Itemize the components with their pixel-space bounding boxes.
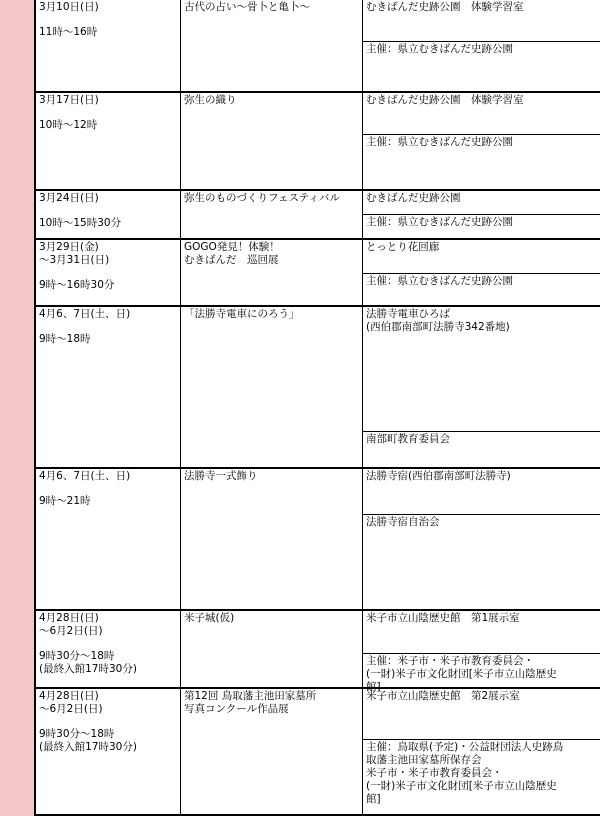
- organizer-text: 主催：県立むきばんだ史跡公園: [366, 43, 513, 55]
- event-date: 3月10日(日): [39, 1, 99, 13]
- table-row: [36, 689, 600, 816]
- table-row: [36, 0, 600, 93]
- venue-text: とっとり花回廊: [366, 241, 440, 253]
- date-cell: [36, 191, 181, 238]
- organizer-text: (一財)米子市文化財団[米子市立山陰歴史: [366, 780, 557, 792]
- venue: [363, 307, 600, 335]
- event-title: GOGO発見！体験！: [184, 241, 280, 253]
- event-time: 9時～18時: [39, 333, 91, 345]
- organizer: [363, 514, 600, 609]
- event-time: (最終入館17時30分): [39, 663, 137, 675]
- venue: [363, 191, 600, 206]
- venue: [363, 469, 600, 484]
- venue: [363, 240, 600, 255]
- place-cell: [363, 240, 600, 305]
- event-title: むきばんだ 巡回展: [184, 254, 279, 266]
- event-date: 3月24日(日): [39, 192, 99, 204]
- date-cell: [36, 240, 181, 305]
- title-cell: [181, 469, 363, 609]
- event-title: 第12回 鳥取藩主池田家墓所: [184, 690, 317, 702]
- date-cell: [36, 689, 181, 814]
- venue-text: 法勝寺電車ひろば: [366, 308, 450, 320]
- table-row: [36, 307, 600, 469]
- event-title: 米子城(仮): [184, 612, 235, 624]
- organizer: [363, 653, 600, 693]
- organizer-text: 米子市・米子市教育委員会・: [366, 767, 503, 779]
- venue-text: 米子市立山陰歴史館 第2展示室: [366, 690, 520, 702]
- event-date: 4月28日(日): [39, 612, 99, 624]
- organizer: [363, 739, 600, 814]
- event-date: ～6月2日(日): [39, 703, 103, 715]
- organizer-text: 館]: [366, 681, 381, 693]
- title-cell: [181, 93, 363, 189]
- decorative-sidebar: [0, 0, 34, 816]
- event-title: 弥生の織り: [184, 94, 237, 106]
- venue-text: むきばんだ史跡公園: [366, 192, 461, 204]
- date-cell: [36, 611, 181, 687]
- organizer-text: 法勝寺宿自治会: [366, 516, 440, 528]
- organizer-text: 館]: [366, 793, 381, 805]
- event-title: 古代の占い～骨卜と亀卜～: [184, 1, 310, 13]
- organizer: [363, 431, 600, 467]
- organizer-text: 主催：米子市・米子市教育委員会・: [366, 655, 534, 667]
- organizer-text: 南部町教育委員会: [366, 433, 450, 445]
- venue: [363, 689, 600, 704]
- event-time: 9時～16時30分: [39, 279, 115, 291]
- venue: [363, 93, 600, 108]
- event-title: 写真コンクール作品展: [184, 703, 289, 715]
- venue-text: むきばんだ史跡公園 体験学習室: [366, 1, 524, 13]
- title-cell: [181, 191, 363, 238]
- event-time: 9時～21時: [39, 495, 91, 507]
- place-cell: [363, 93, 600, 189]
- organizer: [363, 273, 600, 305]
- title-cell: [181, 0, 363, 91]
- event-date: 4月28日(日): [39, 690, 99, 702]
- venue: [363, 0, 600, 15]
- venue-text: 米子市立山陰歴史館 第1展示室: [366, 612, 520, 624]
- event-title: 弥生のものづくりフェスティバル: [184, 192, 340, 204]
- table-row: [36, 469, 600, 611]
- place-cell: [363, 689, 600, 814]
- place-cell: [363, 307, 600, 467]
- organizer-text: 主催：県立むきばんだ史跡公園: [366, 275, 513, 287]
- organizer-text: 主催：県立むきばんだ史跡公園: [366, 136, 513, 148]
- place-cell: [363, 469, 600, 609]
- event-time: 9時30分～18時: [39, 728, 115, 740]
- place-cell: [363, 611, 600, 693]
- table-row: [36, 240, 600, 307]
- venue-text: 法勝寺宿(西伯郡南部町法勝寺): [366, 470, 511, 482]
- venue-text: むきばんだ史跡公園 体験学習室: [366, 94, 524, 106]
- title-cell: [181, 307, 363, 467]
- venue: [363, 611, 600, 626]
- date-cell: [36, 469, 181, 609]
- organizer-text: 主催：鳥取県(予定)・公益財団法人史跡鳥: [366, 741, 564, 753]
- event-date: 4月6、7日(土、日): [39, 308, 131, 320]
- event-time: (最終入館17時30分): [39, 741, 137, 753]
- date-cell: [36, 307, 181, 467]
- event-time: 10時～15時30分: [39, 217, 122, 229]
- table-row: [36, 611, 600, 693]
- place-cell: [363, 191, 600, 238]
- venue-text: (西伯郡南部町法勝寺342番地): [366, 321, 510, 333]
- event-time: 10時～12時: [39, 119, 98, 131]
- organizer-text: (一財)米子市文化財団[米子市立山陰歴史: [366, 668, 557, 680]
- event-date: 3月29日(金): [39, 241, 99, 253]
- organizer: [363, 134, 600, 189]
- organizer: [363, 41, 600, 91]
- event-date: 4月6、7日(土、日): [39, 470, 131, 482]
- organizer: [363, 214, 600, 238]
- title-cell: [181, 611, 363, 687]
- table-row: [36, 191, 600, 240]
- date-cell: [36, 0, 181, 91]
- title-cell: [181, 689, 363, 814]
- table-row: [36, 93, 600, 191]
- event-date: 3月17日(日): [39, 94, 99, 106]
- date-cell: [36, 93, 181, 189]
- organizer-text: 取藩主池田家墓所保存会: [366, 754, 482, 766]
- event-date: ～6月2日(日): [39, 625, 103, 637]
- event-date: ～3月31日(日): [39, 254, 110, 266]
- event-title: 「法勝寺電車にのろう」: [184, 308, 300, 320]
- event-title: 法勝寺一式飾り: [184, 470, 258, 482]
- event-time: 11時～16時: [39, 26, 98, 38]
- title-cell: [181, 240, 363, 305]
- organizer-text: 主催：県立むきばんだ史跡公園: [366, 216, 513, 228]
- event-time: 9時30分～18時: [39, 650, 115, 662]
- place-cell: [363, 0, 600, 91]
